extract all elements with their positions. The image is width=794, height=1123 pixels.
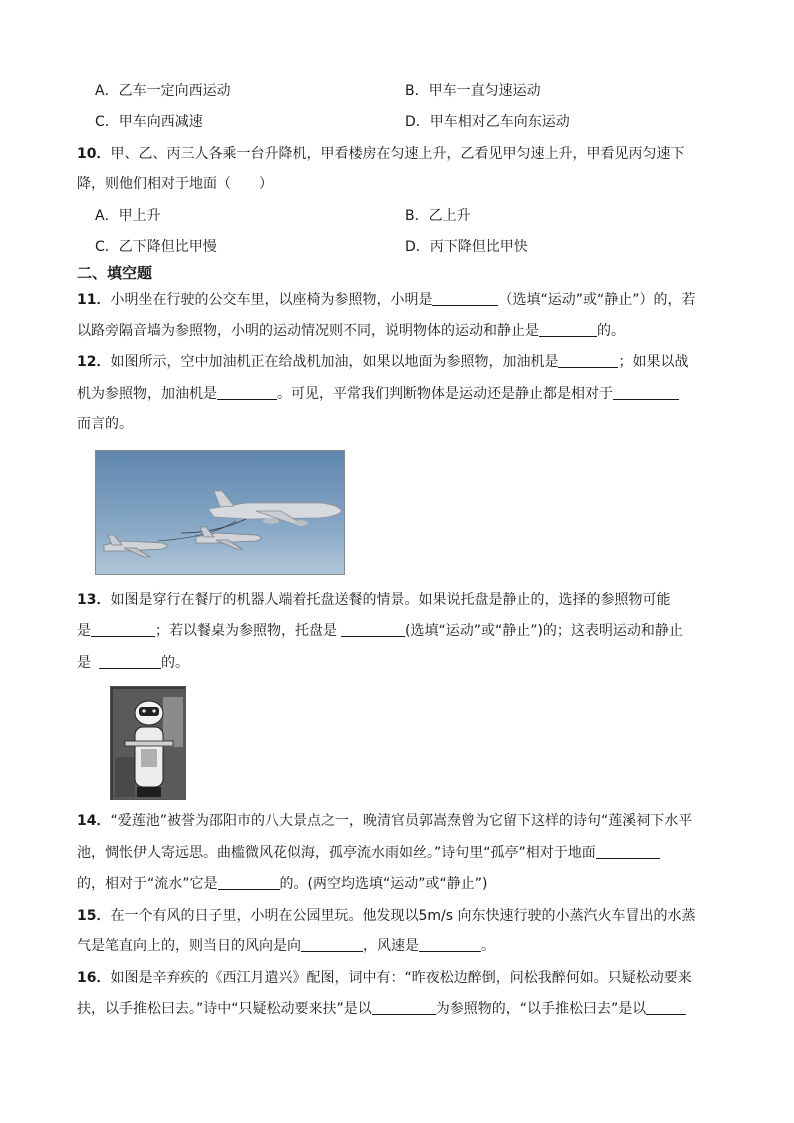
q13-text-2b: ；若以餐桌为参照物，托盘是 <box>155 623 337 639</box>
q14-line-1 <box>77 811 692 831</box>
q12-line-2 <box>77 384 679 404</box>
aerial-refueling-illustration <box>96 451 345 575</box>
q13-text-2c: (选填“运动”或“静止”)的；这表明运动和静止 <box>405 623 683 639</box>
q15-text-2a: 气是笔直向上的，则当日的风向是向 <box>77 938 301 954</box>
q11-number: 11． <box>77 292 111 308</box>
q14-text-1: “爱莲池”被誉为邵阳市的八大景点之一，晚清官员郭嵩焘曾为它留下这样的诗句“莲溪祠下水平 <box>110 813 693 829</box>
q13-blank-3[interactable] <box>99 653 161 669</box>
q13-number: 13． <box>77 592 111 608</box>
q15-text-2b: ，风速是 <box>363 938 419 954</box>
q13-blank-2[interactable] <box>341 621 405 637</box>
q14-blank-2[interactable] <box>218 874 280 890</box>
q16-line-2 <box>77 999 686 1019</box>
q16-number: 16． <box>77 970 111 986</box>
q13-text-3b: 的。 <box>161 655 189 671</box>
q16-blank-1[interactable] <box>372 999 436 1015</box>
q16-blank-2[interactable] <box>646 999 686 1015</box>
serving-robot-illustration <box>111 687 186 800</box>
q11-text-2a: 以路旁隔音墙为参照物，小明的运动情况则不同，说明物体的运动和静止是 <box>77 323 539 339</box>
q15-blank-1[interactable] <box>301 936 363 952</box>
q14-blank-1[interactable] <box>596 843 660 859</box>
q12-number: 12． <box>77 354 111 370</box>
q15-blank-2[interactable] <box>419 936 481 952</box>
q12-text-1a: 如图所示，空中加油机正在给战机加油，如果以地面为参照物，加油机是 <box>110 354 559 370</box>
q12-blank-3[interactable] <box>613 384 679 400</box>
q11-blank-2[interactable] <box>539 321 597 337</box>
q13-blank-1[interactable] <box>91 621 155 637</box>
q10-line-2: 降，则他们相对于地面（ ） <box>77 176 273 192</box>
q12-text-1b: ；如果以战 <box>618 354 689 370</box>
q15-number: 15． <box>77 908 111 924</box>
q16-text-2b: 为参照物的，“以手推松曰去”是以 <box>435 1001 647 1017</box>
q15-line-1 <box>77 906 696 926</box>
q9-option-b: B．甲车一直匀速运动 <box>405 83 541 99</box>
q15-text-1: 在一个有风的日子里，小明在公园里玩。他发现以5m/s 向东快速行驶的小蒸汽火车冒出的水蒸 <box>110 908 696 924</box>
q14-text-3a: 的，相对于“流水”它是 <box>77 876 218 892</box>
q12-line-1 <box>77 352 688 372</box>
q11-text-1b: （选填“运动”或“静止”）的，若 <box>498 292 696 308</box>
q16-line-1 <box>77 968 692 988</box>
q10-option-c: C．乙下降但比甲慢 <box>95 239 217 255</box>
q14-line-3 <box>77 874 487 894</box>
q11-text-2b: 的。 <box>597 323 625 339</box>
q10-line-1 <box>77 144 684 164</box>
q10-option-a: A．甲上升 <box>95 208 161 224</box>
q9-option-d: D．甲车相对乙车向东运动 <box>405 114 570 130</box>
q15-text-2c: 。 <box>481 938 495 954</box>
q13-text-3a: 是 <box>77 655 91 671</box>
q13-line-3 <box>77 653 189 673</box>
serving-robot-photo <box>110 686 186 800</box>
q14-line-2 <box>77 843 660 863</box>
q11-line-2 <box>77 321 625 341</box>
q12-blank-2[interactable] <box>217 384 277 400</box>
q12-text-2a: 机为参照物，加油机是 <box>77 386 217 402</box>
q14-text-2: 池，惆怅伊人寄远思。曲槛微风花似海，孤亭流水雨如丝。”诗句里“孤亭”相对于地面 <box>77 845 596 861</box>
q13-line-2 <box>77 621 683 641</box>
q11-text-1a: 小明坐在行驶的公交车里，以座椅为参照物，小明是 <box>110 292 433 308</box>
q14-text-3b: 的。(两空均选填“运动”或“静止”) <box>279 876 488 892</box>
q13-text-2a: 是 <box>77 623 91 639</box>
q12-text-2b: 。可见，平常我们判断物体是运动还是静止都是相对于 <box>277 386 613 402</box>
q10-option-b: B．乙上升 <box>405 208 471 224</box>
q10-text-1: 甲、乙、丙三人各乘一台升降机，甲看楼房在匀速上升，乙看见甲匀速上升，甲看见丙匀速下 <box>110 146 685 162</box>
q9-option-a: A．乙车一定向西运动 <box>95 83 231 99</box>
q9-option-c: C．甲车向西减速 <box>95 114 203 130</box>
q13-text-1: 如图是穿行在餐厅的机器人端着托盘送餐的情景。如果说托盘是静止的，选择的参照物可能 <box>110 592 671 608</box>
q13-line-1 <box>77 590 670 610</box>
q11-line-1 <box>77 290 696 310</box>
q11-blank-1[interactable] <box>432 290 498 306</box>
q16-text-1: 如图是辛弃疾的《西江月遣兴》配图，词中有：“昨夜松边醉倒，问松我醉何如。只疑松动要来 <box>110 970 692 986</box>
section-title-fill-in: 二、填空题 <box>77 264 153 282</box>
q10-option-d: D．丙下降但比甲快 <box>405 239 528 255</box>
q14-number: 14． <box>77 813 111 829</box>
aerial-refueling-photo <box>95 450 345 575</box>
q12-blank-1[interactable] <box>558 352 618 368</box>
q12-line-3: 而言的。 <box>77 416 133 432</box>
q16-text-2a: 扶，以手推松曰去。”诗中“只疑松动要来扶”是以 <box>77 1001 372 1017</box>
q15-line-2 <box>77 936 495 956</box>
q10-number: 10． <box>77 146 111 162</box>
